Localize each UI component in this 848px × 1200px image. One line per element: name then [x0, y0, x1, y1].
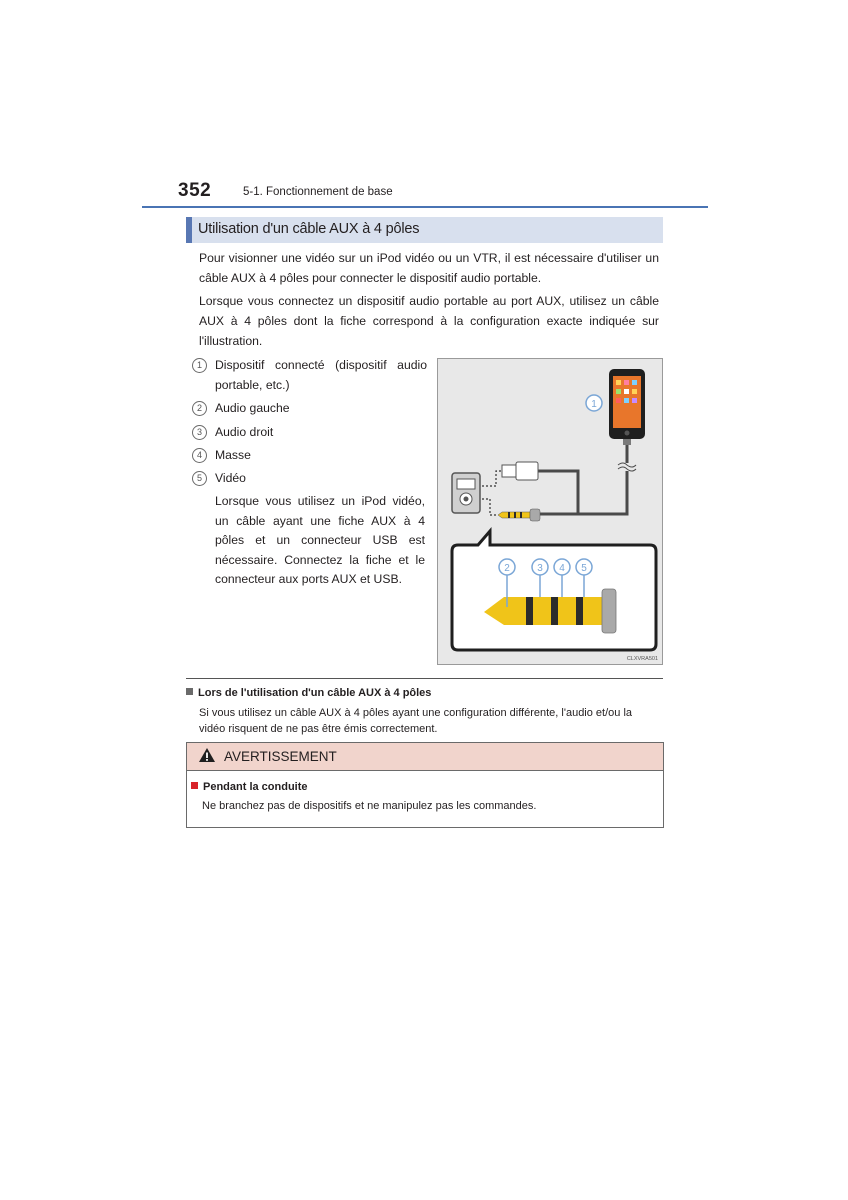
list-item-text: Masse	[215, 448, 251, 462]
intro-paragraph: Pour visionner une vidéo sur un iPod vidéo ou un VTR, il est nécessaire d'utiliser un câble AUX à 4 pôles pour connecter le dispositif audio portable.	[199, 251, 659, 285]
note-title-text: Lors de l'utilisation d'un câble AUX à 4 pôles	[198, 687, 432, 699]
callout-1	[586, 395, 602, 411]
note-text: Si vous utilisez un câble AUX à 4 pôles ayant une configuration différente, l'audio et/ou la vidéo risquent de ne pas être émis correctement.	[199, 707, 633, 735]
warning-label: AVERTISSEMENT	[224, 749, 337, 764]
warning-header	[187, 743, 663, 771]
list-item-text: Dispositif connecté (dispositif audio portable, etc.)	[215, 358, 427, 392]
warning-subtitle	[191, 781, 308, 793]
chapter-title: 5-1. Fonctionnement de base	[243, 186, 393, 198]
list-item-text: Audio gauche	[215, 401, 290, 415]
callout-4-label: 4	[559, 563, 565, 574]
red-square-icon	[191, 782, 198, 789]
page-number: 352	[178, 180, 212, 201]
callout-number: 3	[192, 425, 207, 440]
callout-number: 4	[192, 448, 207, 463]
list-item-text: Audio droit	[215, 425, 274, 439]
warning-subtitle-text: Pendant la conduite	[203, 781, 308, 793]
port-panel-icon	[452, 473, 480, 513]
callout-5-label: 5	[581, 563, 587, 574]
callout-2-label: 2	[504, 563, 510, 574]
list-item-text: Vidéo	[215, 471, 246, 485]
aux-plug-small-icon	[498, 509, 540, 521]
connection-diagram	[438, 359, 664, 666]
section-title: Utilisation d'un câble AUX à 4 pôles	[198, 221, 420, 237]
phone-icon	[609, 369, 645, 445]
callout-5	[576, 559, 592, 575]
illustration-code: CLXVRA501	[626, 656, 658, 662]
section-divider	[186, 678, 663, 679]
callout-3-label: 3	[537, 563, 543, 574]
header-rule	[142, 206, 708, 208]
callout-1-label: 1	[591, 399, 597, 410]
connection-illustration	[437, 358, 663, 665]
usb-connector-icon	[502, 462, 538, 480]
warning-text: Ne branchez pas de dispositifs et ne manipulez pas les commandes.	[202, 800, 537, 812]
usage-note: Lorsque vous utilisez un iPod vidéo, un câble ayant une fiche AUX à 4 pôles et un connecteur USB est nécessaire. Connectez la fiche et le connecteur aux ports AUX et USB.	[215, 494, 425, 586]
callout-4	[554, 559, 570, 575]
warning-triangle-icon	[198, 747, 216, 763]
callout-3	[532, 559, 548, 575]
warning-box	[186, 742, 664, 828]
callout-number: 5	[192, 471, 207, 486]
section-heading	[186, 217, 663, 243]
note-title	[186, 687, 431, 699]
callout-number: 2	[192, 401, 207, 416]
intro-paragraph: Lorsque vous connectez un dispositif audio portable au port AUX, utilisez un câble AUX à 4 pôles dont la fiche correspond à la configuration exacte indiquée sur l'illustration.	[199, 294, 659, 348]
callout-2	[499, 559, 515, 575]
bullet-square-icon	[186, 688, 193, 695]
callout-number: 1	[192, 358, 207, 373]
